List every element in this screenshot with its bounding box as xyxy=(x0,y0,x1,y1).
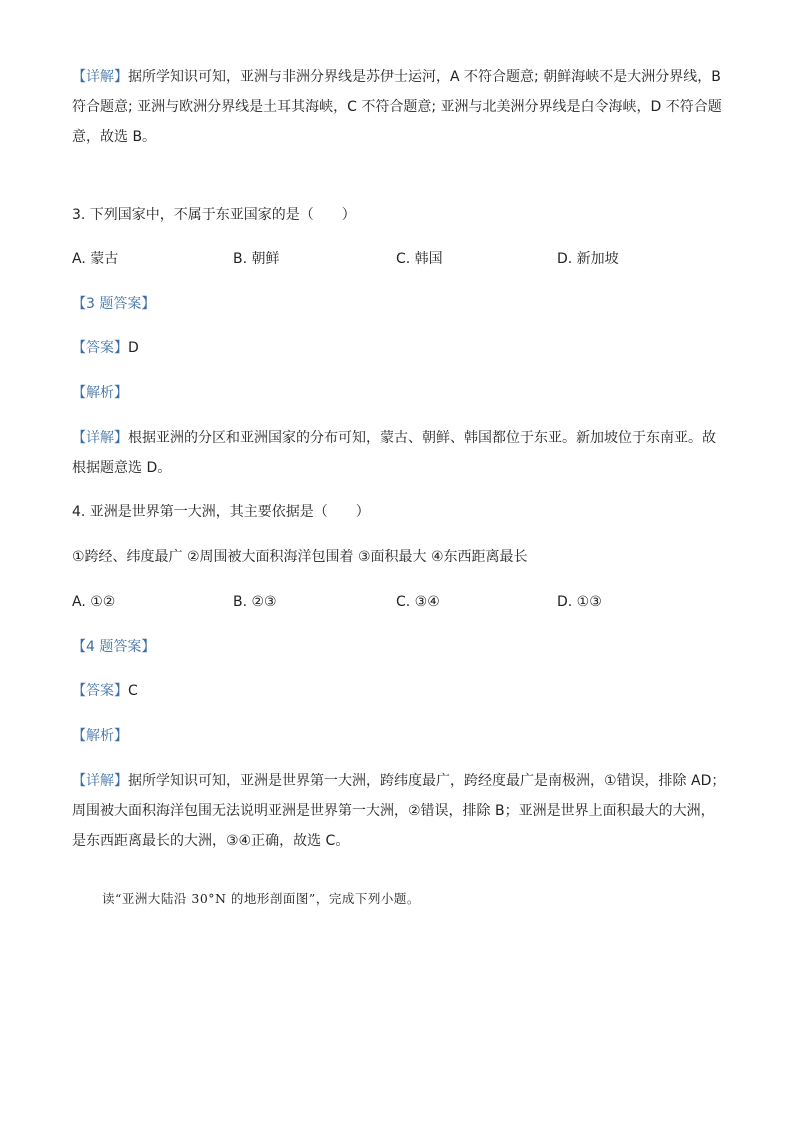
q4-analysis-header: 【解析】 xyxy=(72,728,128,744)
q4-answer xyxy=(72,676,727,706)
q4-answer-header: 【4 题答案】 xyxy=(72,639,156,655)
q3-answer-header: 【3 题答案】 xyxy=(72,296,156,312)
q3-option-a: A. 蒙古 xyxy=(72,251,119,267)
q3-option-c: C. 韩国 xyxy=(396,251,443,267)
q3-options xyxy=(72,244,732,274)
q4-statements: ①跨经、纬度最广 ②周围被大面积海洋包围着 ③面积最大 ④东西距离最长 xyxy=(72,549,528,565)
detail-text: 根据亚洲的分区和亚洲国家的分布可知，蒙古、朝鲜、韩国都位于东亚。新加坡位于东南亚。故根据题意选 D。 xyxy=(72,430,716,476)
q4-option-b: B. ②③ xyxy=(233,594,277,610)
detail-tag: 【详解】 xyxy=(72,773,128,789)
q2-detail-paragraph xyxy=(72,62,727,152)
answer-tag: 【答案】 xyxy=(72,683,128,699)
q3-option-b: B. 朝鲜 xyxy=(233,251,280,267)
q4-option-c: C. ③④ xyxy=(396,594,440,610)
instruction-line: 读“亚洲大陆沿 30°N 的地形剖面图”，完成下列小题。 xyxy=(102,890,420,906)
q3-analysis-header: 【解析】 xyxy=(72,385,128,401)
q3-detail-paragraph xyxy=(72,423,727,483)
q4-option-d: D. ①③ xyxy=(557,594,602,610)
detail-text: 据所学知识可知，亚洲与非洲分界线是苏伊士运河，A 不符合题意; 朝鲜海峡不是大洲分界线，B 符合题意; 亚洲与欧洲分界线是土耳其海峡，C 不符合题意; 亚洲与北美洲分界线是白令海峡，D 不符合题意，故选 B。 xyxy=(72,69,722,145)
answer-value: C xyxy=(128,683,138,699)
detail-tag: 【详解】 xyxy=(72,430,128,446)
detail-text: 据所学知识可知，亚洲是世界第一大洲，跨纬度最广，跨经度最广是南极洲，①错误，排除 AD；周围被大面积海洋包围无法说明亚洲是世界第一大洲，②错误，排除 B；亚洲是世界上面积最大的大洲，是东西距离最长的大洲，③④正确，故选 C。 xyxy=(72,773,726,849)
detail-tag: 【详解】 xyxy=(72,69,128,85)
q4-detail-paragraph xyxy=(72,766,727,856)
answer-value: D xyxy=(128,340,139,356)
q4-options xyxy=(72,587,732,617)
q4-stem: 4. 亚洲是世界第一大洲，其主要依据是（ ） xyxy=(72,504,370,520)
q4-option-a: A. ①② xyxy=(72,594,116,610)
q3-option-d: D. 新加坡 xyxy=(557,251,619,267)
q3-answer xyxy=(72,333,727,363)
q3-stem: 3. 下列国家中，不属于东亚国家的是（ ） xyxy=(72,207,356,223)
answer-tag: 【答案】 xyxy=(72,340,128,356)
